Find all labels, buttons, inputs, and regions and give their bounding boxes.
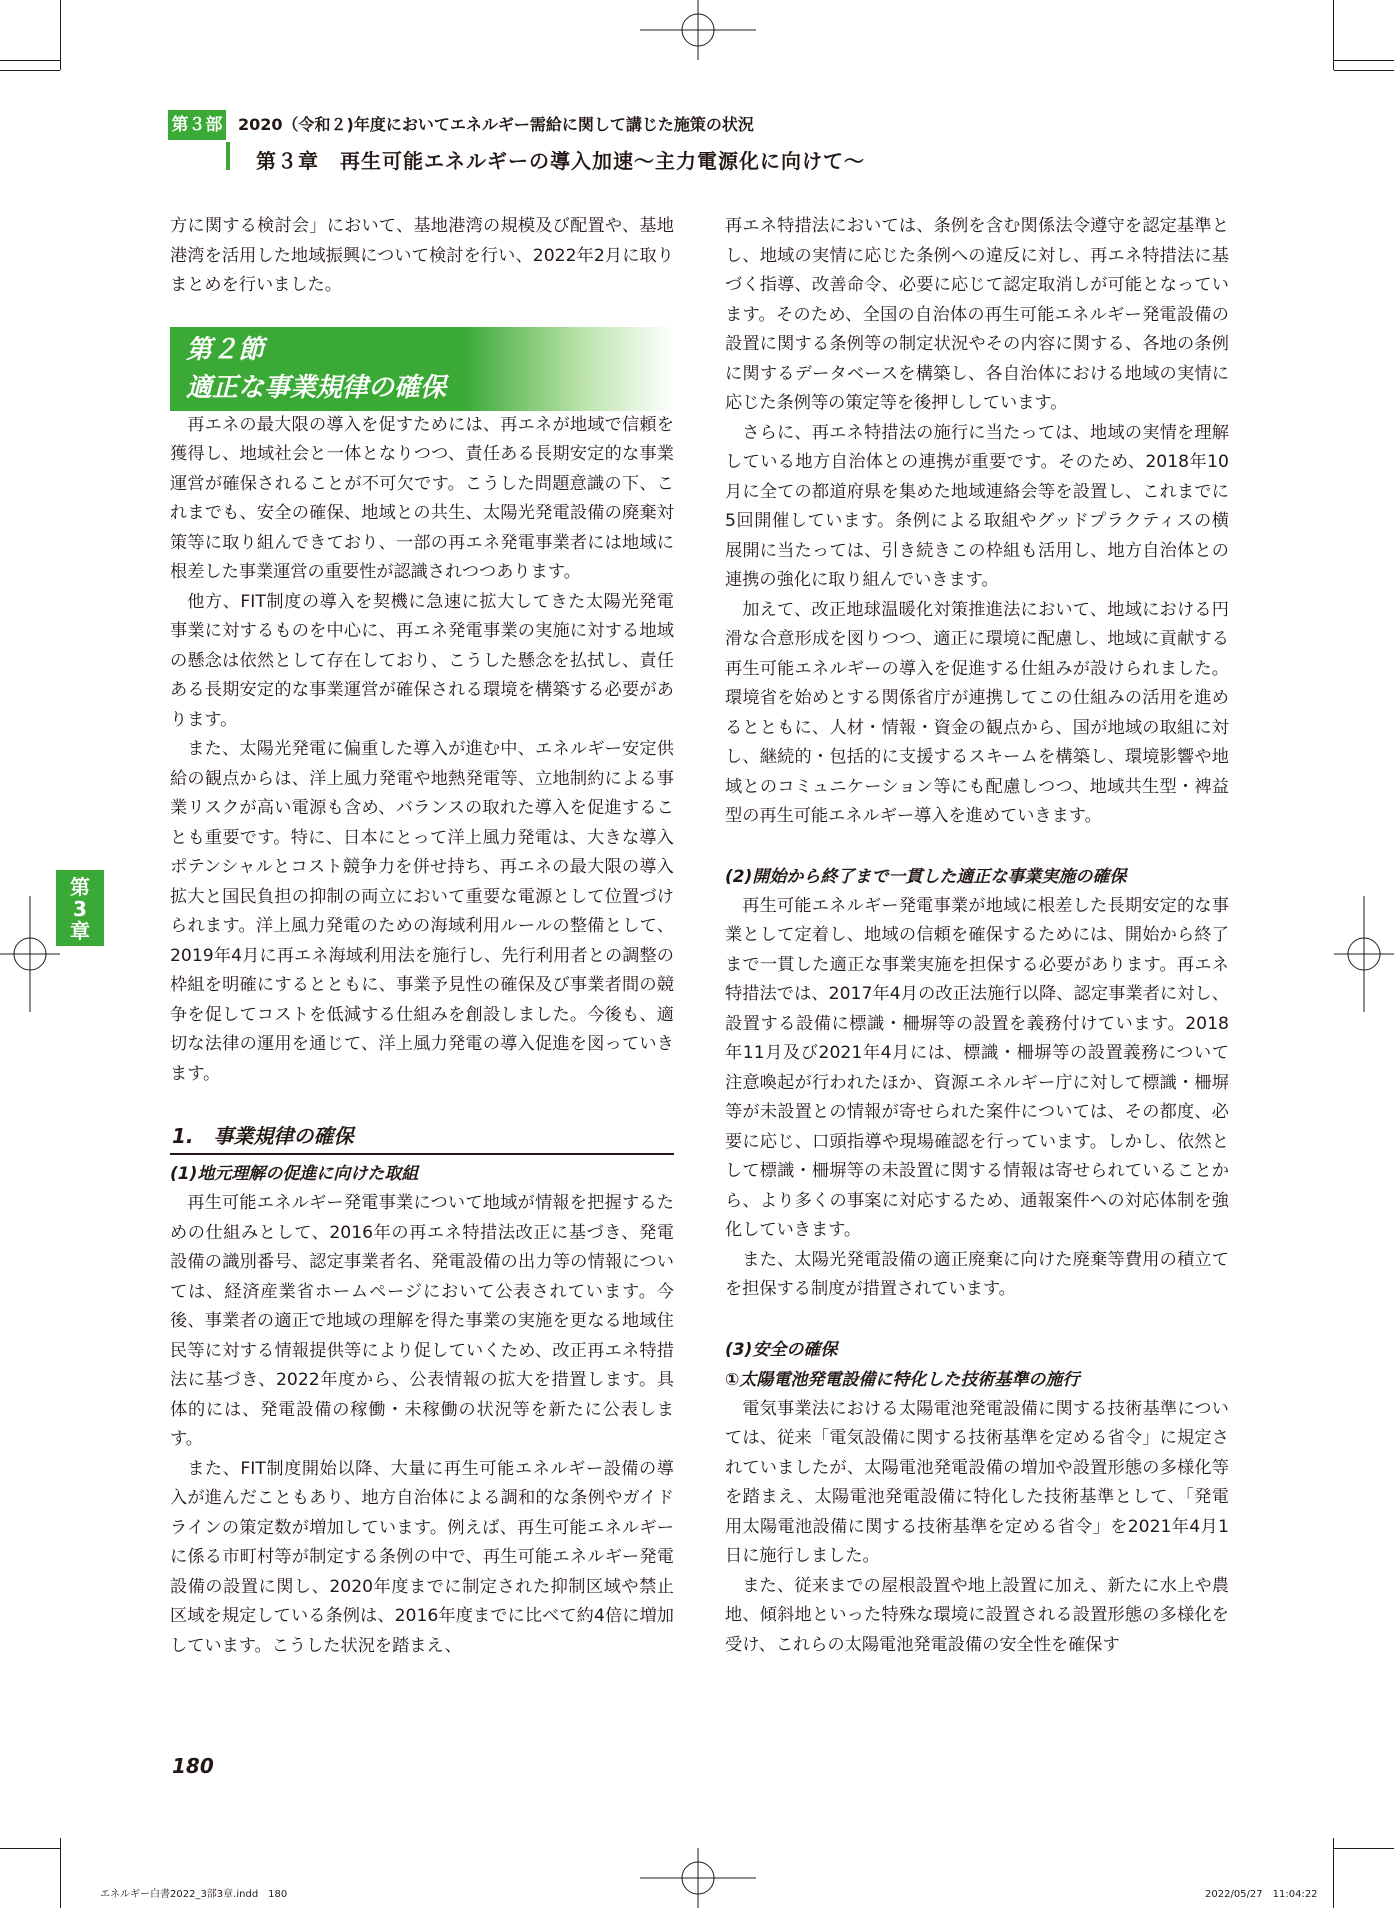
registration-mark-bottom [640, 1848, 756, 1908]
sub-heading: (3)安全の確保 [725, 1339, 838, 1360]
chapter-accent-bar [226, 142, 230, 170]
right-column [725, 212, 1229, 1660]
body-paragraph: 電気事業法における太陽電池発電設備に関する技術基準については、従来「電気設備に関する技術基準を定める省令」に規定されていましたが、太陽電池発電設備の増加や設置形態の多様化等を踏まえ、太陽電池発電設備に特化した技術基準として、「発電用太陽電池設備に関する技術基準を定める省令」を2021年4月1日に施行しました。 [725, 1398, 1229, 1566]
side-tab-line: 章 [70, 919, 90, 943]
body-paragraph: 再生可能エネルギー発電事業について地域が情報を把握するための仕組みとして、2016年の再エネ特措法改正に基づき、発電設備の識別番号、認定事業者名、発電設備の出力等の情報については、経済産業省ホームページにおいて公表されています。今後、事業者の適正で地域の理解を得た事業の実施を更なる地域住民等に対する情報提供等により促していくため、改正再エネ特措法に基づき、2022年度から、公表情報の拡大を措置します。具体的には、発電設備の稼働・未稼働の状況等を新たに公表します。 [170, 1193, 674, 1449]
sub-sub-heading: ①太陽電池発電設備に特化した技術基準の施行 [725, 1369, 1080, 1390]
part-title: 2020（令和２)年度においてエネルギー需給に関して講じた施策の状況 [238, 115, 754, 134]
registration-mark-right [1334, 896, 1394, 1012]
sub-heading: (2)開始から終了まで一貫した適正な事業実施の確保 [725, 866, 1127, 887]
section-heading-box [170, 327, 674, 411]
intro-paragraph: 方に関する検討会」において、基地港湾の規模及び配置や、基地港湾を活用した地域振興について検討を行い、2022年2月に取りまとめを行いました。 [170, 216, 674, 295]
body-paragraph: また、太陽光発電設備の適正廃棄に向けた廃棄等費用の積立てを担保する制度が措置されています。 [725, 1249, 1229, 1299]
spacer [725, 1305, 1229, 1331]
page-number: 180 [172, 1754, 214, 1778]
part-badge: 第３部 [168, 110, 226, 140]
body-paragraph: 他方、FIT制度の導入を契機に急速に拡大してきた太陽光発電事業に対するものを中心に、再エネ発電事業の実施に対する地域の懸念は依然として存在しており、こうした懸念を払拭し、責任ある長期安定的な事業運営が確保される環境を構築する必要があります。 [170, 591, 674, 730]
body-paragraph: 再生可能エネルギー発電事業が地域に根差した長期安定的な事業として定着し、地域の信頼を確保するためには、開始から終了まで一貫した適正な事業実施を担保する必要があります。再エネ特措法では、2017年4月の改正法施行以降、認定事業者に対し、設置する設備に標識・柵塀等の設置を義務付けています。2018年11月及び2021年4月には、標識・柵塀等の設置義務について注意喚起が行われたほか、資源エネルギー庁に対して標識・柵塀等が未設置との情報が寄せられた案件については、その都度、必要に応じ、口頭指導や現場確認を行っています。しかし、依然として標識・柵塀等の未設置に関する情報は寄せられていることから、より多くの事案に対応するため、通報案件への対応体制を強化していきます。 [725, 895, 1229, 1240]
body-paragraph: 加えて、改正地球温暖化対策推進法において、地域における円滑な合意形成を図りつつ、適正に環境に配慮し、地域に貢献する再生可能エネルギーの導入を促進する仕組みが設けられました。環境省を始めとする関係省庁が連携してこの仕組みの活用を進めるとともに、人材・情報・資金の観点から、国が地域の取組に対し、継続的・包括的に支援するスキームを構築し、環境影響や地域とのコミュニケーション等にも配慮しつつ、地域共生型・裨益型の再生可能エネルギー導入を進めていきます。 [725, 599, 1229, 826]
body-paragraph: また、従来までの屋根設置や地上設置に加え、新たに水上や農地、傾斜地といった特殊な環境に設置される設置形態の多様化を受け、これらの太陽電池発電設備の安全性を確保す [725, 1575, 1229, 1655]
left-column [170, 212, 674, 1661]
sub-heading: (1)地元理解の促進に向けた取組 [170, 1164, 419, 1184]
body-paragraph: 再エネ特措法においては、条例を含む関係法令遵守を認定基準とし、地域の実情に応じた条例への違反に対し、再エネ特措法に基づく指導、改善命令、必要に応じて認定取消しが可能となっています。そのため、全国の自治体の再生可能エネルギー発電設備の設置に関する条例等の制定状況やその内容に関する、各地の条例に関するデータベースを構築し、各自治体における地域の実情に応じた条例等の策定等を後押ししています。 [725, 216, 1229, 413]
body-paragraph: また、太陽光発電に偏重した導入が進む中、エネルギー安定供給の観点からは、洋上風力発電や地熱発電等、立地制約による事業リスクが高い電源も含め、バランスの取れた導入を促進することも重要です。特に、日本にとって洋上風力発電は、大きな導入ポテンシャルとコスト競争力を併せ持ち、再エネの最大限の導入拡大と国民負担の抑制の両立において重要な電源として位置づけられます。洋上風力発電のための海域利用ルールの整備として、2019年4月に再エネ海域利用法を施行し、先行利用者との調整の枠組を明確にするとともに、事業予見性の確保及び事業者間の競争を促してコストを低減する仕組みを創設しました。今後も、適切な法律の運用を通じて、洋上風力発電の導入促進を図っていきます。 [170, 739, 674, 1084]
footer-file-info: エネルギー白書2022_3部3章.indd 180 [100, 1889, 288, 1900]
side-tab-line: 3 [73, 897, 87, 921]
body-paragraph: 再エネの最大限の導入を促すためには、再エネが地域で信頼を獲得し、地域社会と一体となりつつ、責任ある長期安定的な事業運営が確保されることが不可欠です。こうした問題意識の下、これまでも、安全の確保、地域との共生、太陽光発電設備の廃棄対策等に取り組んできており、一部の再エネ発電事業者には地域に根差した事業運営の重要性が認識されつつあります。 [170, 414, 674, 582]
body-paragraph: さらに、再エネ特措法の施行に当たっては、地域の実情を理解している地方自治体との連携が重要です。そのため、2018年10月に全ての都道府県を集めた地域連絡会等を設置し、これまでに5回開催しています。条例による取組やグッドプラクティスの横展開に当たっては、引き続きこの枠組も活用し、地方自治体との連携の強化に取り組んでいきます。 [725, 422, 1229, 590]
chapter-title: 第３章 再生可能エネルギーの導入加速～主力電源化に向けて～ [256, 149, 865, 173]
spacer [725, 832, 1229, 858]
side-tab-line: 第 [70, 875, 90, 899]
item-heading: 1. 事業規律の確保 [170, 1119, 674, 1155]
section-title: 適正な事業規律の確保 [186, 372, 447, 403]
registration-mark-top [640, 0, 756, 60]
chapter-side-tab [56, 870, 104, 946]
registration-mark-left [0, 896, 60, 1012]
body-paragraph: また、FIT制度開始以降、大量に再生可能エネルギー設備の導入が進んだこともあり、地方自治体による調和的な条例やガイドラインの策定数が増加しています。例えば、再生可能エネルギーに係る市町村等が制定する条例の中で、再生可能エネルギー発電設備の設置に関し、2020年度までに制定された抑制区域や禁止区域を規定している条例は、2016年度までに比べて約4倍に増加しています。こうした状況を踏まえ、 [170, 1458, 674, 1656]
section-number: 第２節 [186, 334, 265, 365]
footer-date: 2022/05/27 11:04:22 [1205, 1889, 1318, 1900]
